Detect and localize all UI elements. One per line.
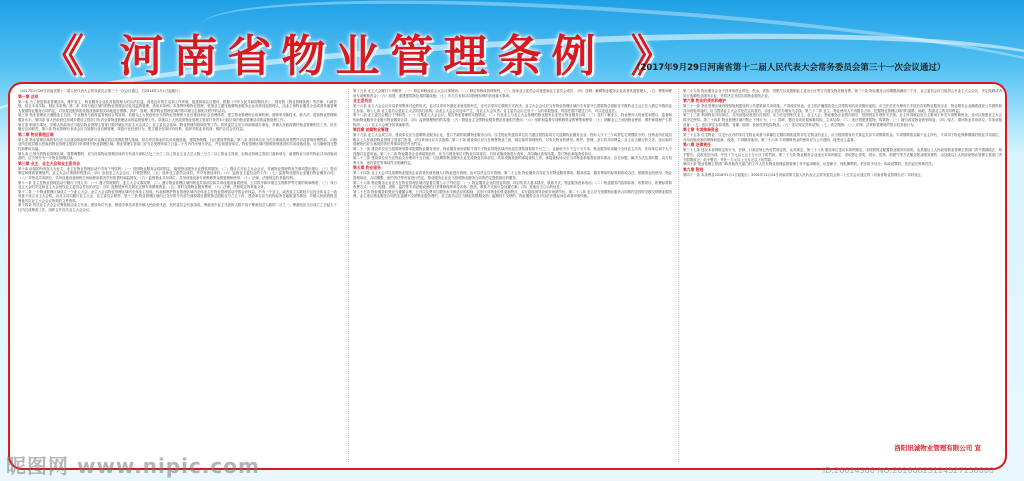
- article-paragraph: 第五条 街道办事处、乡镇人民政府应当配合物业管理主管部门做好辖区内业主大会成立、业主委员会选举、物业管理纠纷调处等工作。居民委员会应当协助街道办事处、乡镇人民政府做好物业管理相关工作，依法履行自治职责。第六条 物业管理行业协会应当加强行业自律管理，规范行业经营行为，建立健全信用评价体系，组织开展业务培训，维护会员合法权益。: [18, 122, 337, 132]
- article-paragraph: 第十一条 业主在物业管理活动中履行下列义务：（一）遵守管理规约、业主大会议事规则；（二）遵守物业管理区域内物业共用部位和共用设施设备的使用、公共秩序和环境卫生的维护等方面的规章制度；（三）执行业主大会的决定和业主大会授权业主委员会作出的决定；（四）按照国家有关规定交纳专项维修资金；（五）按时交纳物业服务费用；（六）法律、法规规定的其他义务。: [18, 180, 337, 190]
- site-watermark: 昵图网 www.nipic.com: [6, 454, 260, 478]
- publisher-credit: 洛阳讯诚物业管理有限公司 宣: [894, 444, 981, 452]
- text-column-3: [678, 89, 1002, 462]
- chapter-heading: 第五章 物业服务: [353, 165, 381, 171]
- chapter-heading: 第二章 物业管理区域: [18, 131, 54, 137]
- chapter-heading: 第八章 法律责任: [683, 142, 711, 148]
- text-column-2: [348, 89, 672, 462]
- chapter-heading: 第九章 附则: [683, 166, 704, 172]
- chapter-heading: 第七章 专项维修资金: [683, 127, 719, 133]
- regulation-text-panel: [8, 82, 1007, 470]
- text-column-1: [18, 89, 337, 462]
- article-paragraph: 第三条 物业管理应当遵循业主自治、专业服务与政府监管相结合的原则。县级以上人民政府应当将物业管理纳入社区建设和社会治理体系，建立物业管理综合协调机制，鼓励采用新技术、新方法，提高物业管理和服务水平。第四条 省人民政府住房城乡建设主管部门负责全省物业管理活动的监督管理工作。县级以上人民政府物业管理主管部门负责本行政区域内物业管理活动的监督管理工作。: [18, 113, 337, 122]
- article-paragraph: 第十四条 首次业主大会会议筹备组由业主代表、建设单位代表、街道办事处或者乡镇人民政府代表、居民委员会代表组成。筹备组中业主代表的人数不低于筹备组总人数的二分之一。筹备组应当自成立之日起九十日内完成筹备工作，组织召开首次业主大会会议。: [18, 203, 337, 213]
- article-paragraph: （2017年9月29日河南省第十二届人民代表大会常务委员会第三十一次会议通过，自2018年1月1日起施行）: [18, 89, 182, 93]
- article-paragraph: 第九条 已划分的物业管理区域，需要调整的，应当经原物业管理区域内专有部分面积占比三分之二以上的业主且占总人数三分之二以上的业主同意，由物业管理主管部门重新划分。新建物业与原有物业共用设施设备的，应当划分为一个物业管理区域。: [18, 151, 337, 161]
- article-paragraph: 第四十条 物业管理主管部门和其他有关部门的工作人员在物业管理监督管理工作中滥用职权、玩忽职守、徇私舞弊的，依法给予处分；构成犯罪的，依法追究刑事责任。: [683, 162, 935, 167]
- article-paragraph: 第十六条 业主大会会议可以采用集体讨论的形式，也可以采用书面征求意见的形式，还可以采用互联网方式表决。业主大会会议应当有物业管理区域内专有部分占建筑物总面积过半数的业主且占总人数过半数的业主参加。第十七条 业主委员会是业主大会的执行机构，由业主大会会议选举产生，对业主大会负责。业主委员会由五至十一人的单数组成，每届任期不超过五年，可以连选连任。: [353, 104, 672, 113]
- chapter-heading: 第一章 总则: [18, 93, 39, 99]
- article-paragraph: 第一条 为了规范物业管理活动，维护业主、物业服务企业及其他管理人的合法权益，营造良好的生活和工作环境，促进和谐社区建设，根据《中华人民共和国物权法》、国务院《物业管理条例》等法律、行政法规，结合本省实际，制定本条例。第二条 本省行政区域内的物业管理活动及其监督管理，适用本条例。本条例所称物业管理，是指业主通过选聘物业服务企业或者其他管理人，由业主和物业服务企业或者其他管理人按照物业服务合同约定，对房屋及配套的设施设备和相关场地进行维修、养护、管理，维护物业管理区域内的环境卫生和相关秩序的活动。: [18, 99, 337, 113]
- article-paragraph: 第十八条 业主委员会履行下列职责：（一）召集业主大会会议，报告物业管理的实施情况；（二）代表业主与业主大会选聘的物业服务企业签订物业服务合同；（三）及时了解业主、物业使用人的意见和建议，监督和协助物业服务企业履行物业服务合同；（四）监督管理规约的实施；（五）督促业主交纳物业服务费及其他相关费用；（六）组织和监督专项维修资金的筹集和使用；（七）调解业主之间因物业使用、维护和管理产生的纠纷；（八）业主大会赋予的其他职责。: [353, 113, 672, 127]
- article-paragraph: 第十二条 一个物业管理区域成立一个业主大会。业主大会由物业管理区域内全体业主组成，代表和维护物业管理区域内全体业主在物业管理活动中的合法权益。只有一个业主，或者业主人数较少且经全体业主一致同意不成立业主大会的，由业主共同履行业主大会、业主委员会职责。第十三条 物业管理区域内已交付的专有部分面积超过建筑物总面积百分之五十时，建设单位应当向物业所在地街道办事处、乡镇人民政府报送筹备首次业主大会会议所需的文件资料。: [18, 189, 337, 203]
- chapter-heading: 业主委员会: [353, 98, 372, 104]
- page-subtitle: （2017年9月29日河南省第十二届人民代表大会常务委员会第三十一次会议通过）: [632, 63, 946, 73]
- article-paragraph: 第二十三条 建设单位应当在物业交付使用十五日前，与选聘的物业服务企业完成物业共用部位、共用设施设备的承接查验工作。承接查验协议应当对物业承接查验基本情况、存在问题、解决方法及其时限、双方权利义务、违约责任等事项作出明确约定。: [353, 156, 672, 165]
- article-paragraph: 第三十七条 违反本条例规定的行为，法律、行政法规已有处罚规定的，从其规定。第三十八条 建设单位违反本条例规定，未按照规定配置物业服务用房的，由县级以上人民政府物业管理主管部门责令限期改正，给予警告，没收违法所得，并处十万元以上五十万元以下的罚款。第三十九条 物业服务企业违反本条例规定，采取停止供电、供水、供热、供燃气等方式催交物业服务费的，由县级以上人民政府物业管理主管部门责令限期改正，给予警告，并处一万元以上五万元以下的罚款。: [683, 148, 1002, 162]
- article-paragraph: 第三十五条 住宅物业、住宅小区内的非住宅物业或者与单幢住宅楼结构相连的非住宅物业的业主，应当按照国家有关规定交存专项维修资金。专项维修资金属于业主所有，专项用于物业保修期满后物业共用部位、共用设施设备的维修和更新、改造，不得挪作他用。第三十六条 专项维修资金的使用应当公开透明，接受业主监督。: [683, 133, 1002, 142]
- article-paragraph: 第二十七条 物业服务收费应当遵循合理、公开以及费用与服务水平相适应的原则，区别不同物业的性质和特点，实行政府指导价和市场调节价。第二十八条 业主应当按照物业服务合同的约定按时足额交纳物业服务费。业主违反物业服务合同约定逾期不交纳物业服务费的，业主委员会应当督促其限期交纳；逾期仍不交纳的，物业服务企业可以依法提起诉讼或者申请仲裁。: [353, 189, 672, 199]
- article-paragraph: 第七条 物业管理区域的划分应当以建设用地规划许可证确定的红线图范围为基础，综合考虑物业的共用设施设备、建筑物规模、社区建设等因素。第八条 建设单位应当在办理商品房预售许可或者现房销售前，向物业所在地县级人民政府物业管理主管部门申请划分物业管理区域。物业管理主管部门应当自受理申请之日起二十日内作出划分决定，并告知建设单位。物业管理区域内按照规划建设的共用设施设备，应当确保其完整性和使用功能。: [18, 137, 337, 151]
- article-paragraph: 第四十一条 本条例自2018年1月1日起施行。2001年11月24日河南省第九届人民代表大会常务委员会第二十五次会议通过的《河南省物业管理办法》同时废止。: [683, 172, 925, 177]
- chapter-heading: 第三章 业主、业主大会和业主委员会: [18, 160, 81, 166]
- article-paragraph: 第十条 房屋的所有权人为业主。业主在物业管理活动中享有下列权利：（一）按照物业服务合同的约定，接受物业服务企业提供的服务；（二）提议召开业主大会会议，并就物业管理的有关事项提出建议；（三）提出制定和修改管理规约、业主大会议事规则的建议；（四）参加业主大会会议，行使投票权；（五）选举业主委员会成员，并享有被选举权；（六）监督业主委员会的工作；（七）监督物业服务企业履行物业服务合同；（八）对物业共用部位、共用设施设备和相关场地使用情况享有知情权和监督权；（九）监督物业共用部位、共用设施设备专项维修资金的管理和使用；（十）法律、法规规定的其他权利。: [18, 166, 337, 180]
- page-title: 《 河南省物业管理条例 》: [40, 31, 685, 82]
- article-paragraph: 第二十四条 业主大会可以选聘物业服务企业或者其他管理人对物业进行管理，也可以决定自行管理。第二十五条 物业服务合同应当对物业服务事项、服务质量、服务费用的标准和收取办法、维修资金的使用、物业管理用房、合同期限、违约责任等内容进行约定。物业服务企业应当按照物业服务合同的约定提供相应的服务。: [353, 171, 672, 180]
- article-paragraph: 第二十九条 物业服务企业不得采取停止供电、供水、供热、供燃气以及限制业主进出小区等方式催交物业服务费。第三十条 物业服务合同期限届满前三个月，业主委员会应当组织召开业主大会会议，决定续聘或者另行选聘物业服务企业，并将决定书面告知物业服务企业。: [683, 89, 1002, 98]
- chapter-heading: 第六章 物业的使用和维护: [683, 98, 727, 104]
- article-paragraph: 第十九条 业主大会成立前，建设单位应当选聘物业服务企业，签订书面的前期物业服务合同。住宅物业的建设单位应当通过招投标的方式选聘物业服务企业；投标人少于三个或者住宅规模较小的，经物业所在地县级以上人民政府物业管理主管部门批准，可以采用协议方式选聘。第二十条 建设单位应当在销售物业之前，制定临时管理规约，对有关物业的使用、维护、管理，业主的共同利益，业主应当履行的义务，违反临时管理规约应当承担的责任等事项依法作出约定。: [353, 133, 672, 147]
- article-paragraph: 第二十六条 物业服务企业应当在物业管理区域内显著位置公示下列信息：（一）物业服务企业的营业执照、项目负责人基本情况、联系方式、物业服务投诉电话；（二）物业服务内容和标准、收费项目、收费标准和收费方式；（三）电梯、消防、监控等专项设施设备的日常维修保养单位名称、资质、联系方式和应急处置方案；（四）其他应当公示的信息。: [353, 180, 672, 190]
- article-paragraph: 第三十一条 物业管理区域内按照规划建设的公共建筑和共用设施，不得改变用途。业主依法确需改变公共建筑和共用设施用途的，应当在依法办理有关手续后告知物业服务企业；物业服务企业确需改变公共建筑和共用设施用途的，应当提请业主大会讨论决定同意后，由业主依法办理有关手续。第三十二条 业主、物业使用人不得擅自占用、挖掘物业管理区域内的道路、场地，损害业主的共同利益。: [683, 104, 1002, 113]
- article-paragraph: 第十五条 业主大会履行下列职责：（一）制定和修改业主大会议事规则；（二）制定和修改管理规约；（三）选举业主委员会或者更换业主委员会成员；（四）选聘、解聘物业服务企业或者其他管理人；（五）筹集和使用专项维修资金；（六）改建、重建建筑物及其附属设施；（七）有关共有和共同管理权利的其他重大事项。: [353, 89, 672, 98]
- chapter-heading: 第四章 前期物业管理: [353, 127, 389, 133]
- watermark-id: ID:26614366 NO:20180823124527138000: [822, 466, 994, 475]
- article-paragraph: 第二十一条 建设单位应当按照规划要求配置物业服务用房，物业服务用房面积不得少于物业管理区域内房屋总建筑面积的千分之三，且最低不少于五十平方米。物业服务用房属于全体业主共有，任何单位和个人不得擅自变更用途。第二十二条 物业服务企业承接物业时，应当与建设单位对物业共用部位、共用设施设备进行查验，共同确认查验结果，签订物业承接查验协议。: [353, 146, 672, 156]
- article-paragraph: 第三十三条 利用物业共用部位、共用设施设备进行经营的，应当在征得相关业主、业主大会、物业服务企业的同意后，按照规定办理有关手续。业主所得收益应当主要用于补充专项维修资金，也可以按照业主大会的决定使用。第三十四条 物业管理区域内禁止下列行为：（一）损坏、擅自变动房屋承重结构、主体结构；（二）违法搭建建筑物、构筑物；（三）擅自改变物业规划用途；（四）侵占、损坏物业共用部位、共用设施设备；（五）违反规定存放易燃、易爆、剧毒、放射性等危险物品；（六）违反规定饲养动物；（七）高空抛物；（八）法律、法规和管理规约禁止的其他行为。: [683, 113, 1002, 127]
